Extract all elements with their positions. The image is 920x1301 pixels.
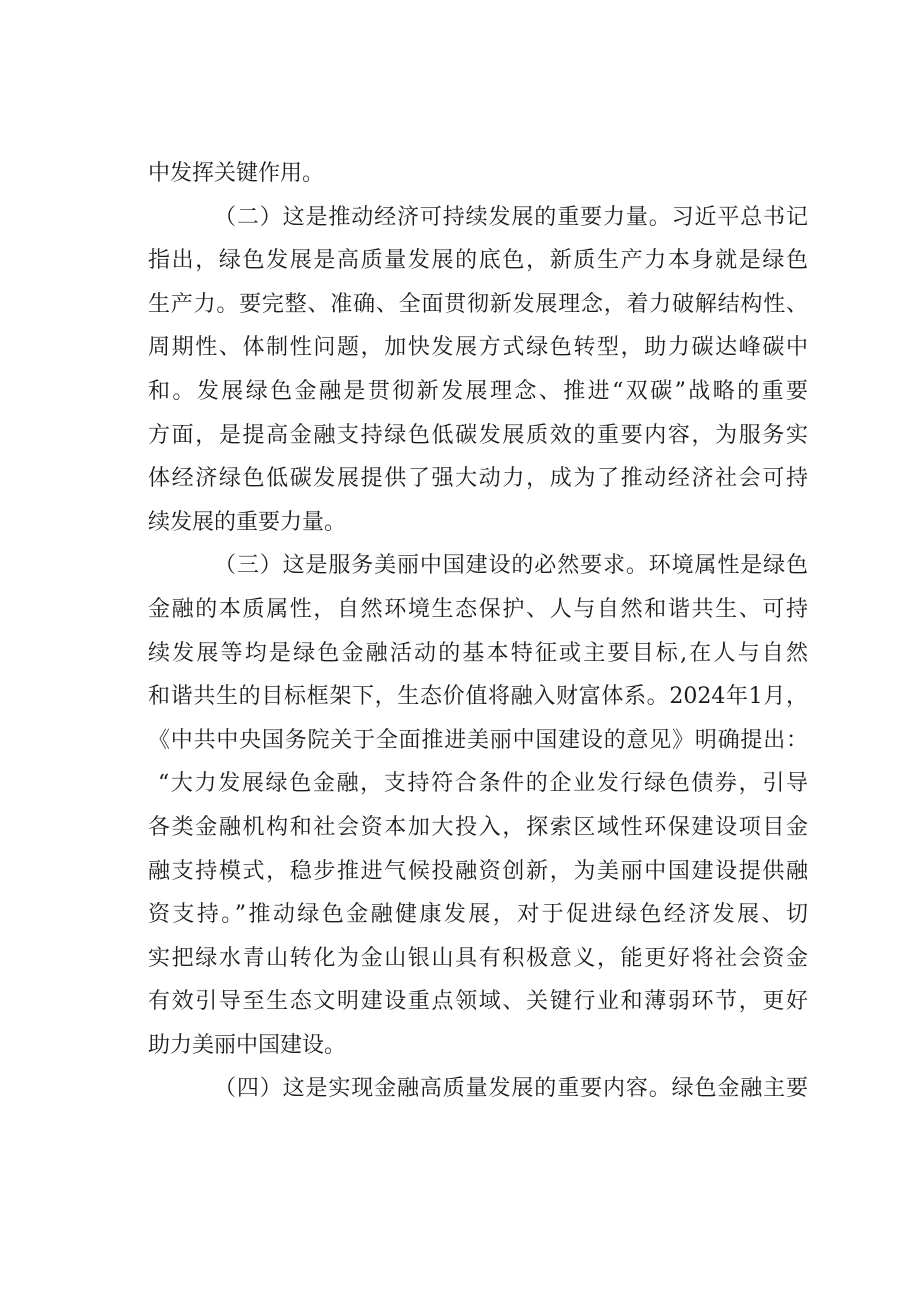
paragraph-line: 续发展等均是绿色金融活动的基本特征或主要目标,在人与自然	[148, 640, 808, 666]
paragraph-line: 各类金融机构和社会资本加大投入，探索区域性环保建设项目金	[148, 814, 808, 840]
paragraph-line: 金融的本质属性，自然环境生态保护、人与自然和谐共生、可持	[148, 596, 808, 622]
paragraph-line: 实把绿水青山转化为金山银山具有积极意义，能更好将社会资金	[148, 945, 808, 971]
paragraph-line: 指出，绿色发展是高质量发展的底色，新质生产力本身就是绿色	[148, 248, 808, 274]
section-heading-line: （二）这是推动经济可持续发展的重要力量。习近平总书记	[214, 204, 808, 230]
paragraph-line: 助力美丽中国建设。	[148, 1032, 347, 1058]
paragraph-line: 融支持模式，稳步推进气候投融资创新，为美丽中国建设提供融	[148, 858, 808, 884]
paragraph-line: 和。发展绿色金融是贯彻新发展理念、推进“双碳”战略的重要	[148, 378, 808, 404]
paragraph-line: 方面，是提高金融支持绿色低碳发展质效的重要内容，为服务实	[148, 422, 808, 448]
paragraph-line: 周期性、体制性问题，加快发展方式绿色转型，助力碳达峰碳中	[148, 335, 808, 361]
paragraph-line: 和谐共生的目标框架下，生态价值将融入财富体系。2024年1月，	[148, 684, 808, 710]
paragraph-line: 《中共中央国务院关于全面推进美丽中国建设的意见》明确提出：	[148, 727, 808, 753]
paragraph-line: 体经济绿色低碳发展提供了强大动力，成为了推动经济社会可持	[148, 466, 808, 492]
paragraph-line: 生产力。要完整、准确、全面贯彻新发展理念，着力破解结构性、	[148, 291, 808, 317]
section-heading-line: （三）这是服务美丽中国建设的必然要求。环境属性是绿色	[214, 553, 808, 579]
document-body	[148, 152, 808, 1111]
paragraph-line: “大力发展绿色金融，支持符合条件的企业发行绿色债券，引导	[158, 771, 808, 797]
section-heading-line: （四）这是实现金融高质量发展的重要内容。绿色金融主要	[214, 1076, 808, 1102]
paragraph-line: 有效引导至生态文明建设重点领域、关键行业和薄弱环节，更好	[148, 989, 808, 1015]
paragraph-line: 中发挥关键作用。	[148, 161, 325, 186]
paragraph-line: 资支持。”推动绿色金融健康发展，对于促进绿色经济发展、切	[148, 902, 808, 928]
paragraph-line: 续发展的重要力量。	[148, 509, 347, 535]
